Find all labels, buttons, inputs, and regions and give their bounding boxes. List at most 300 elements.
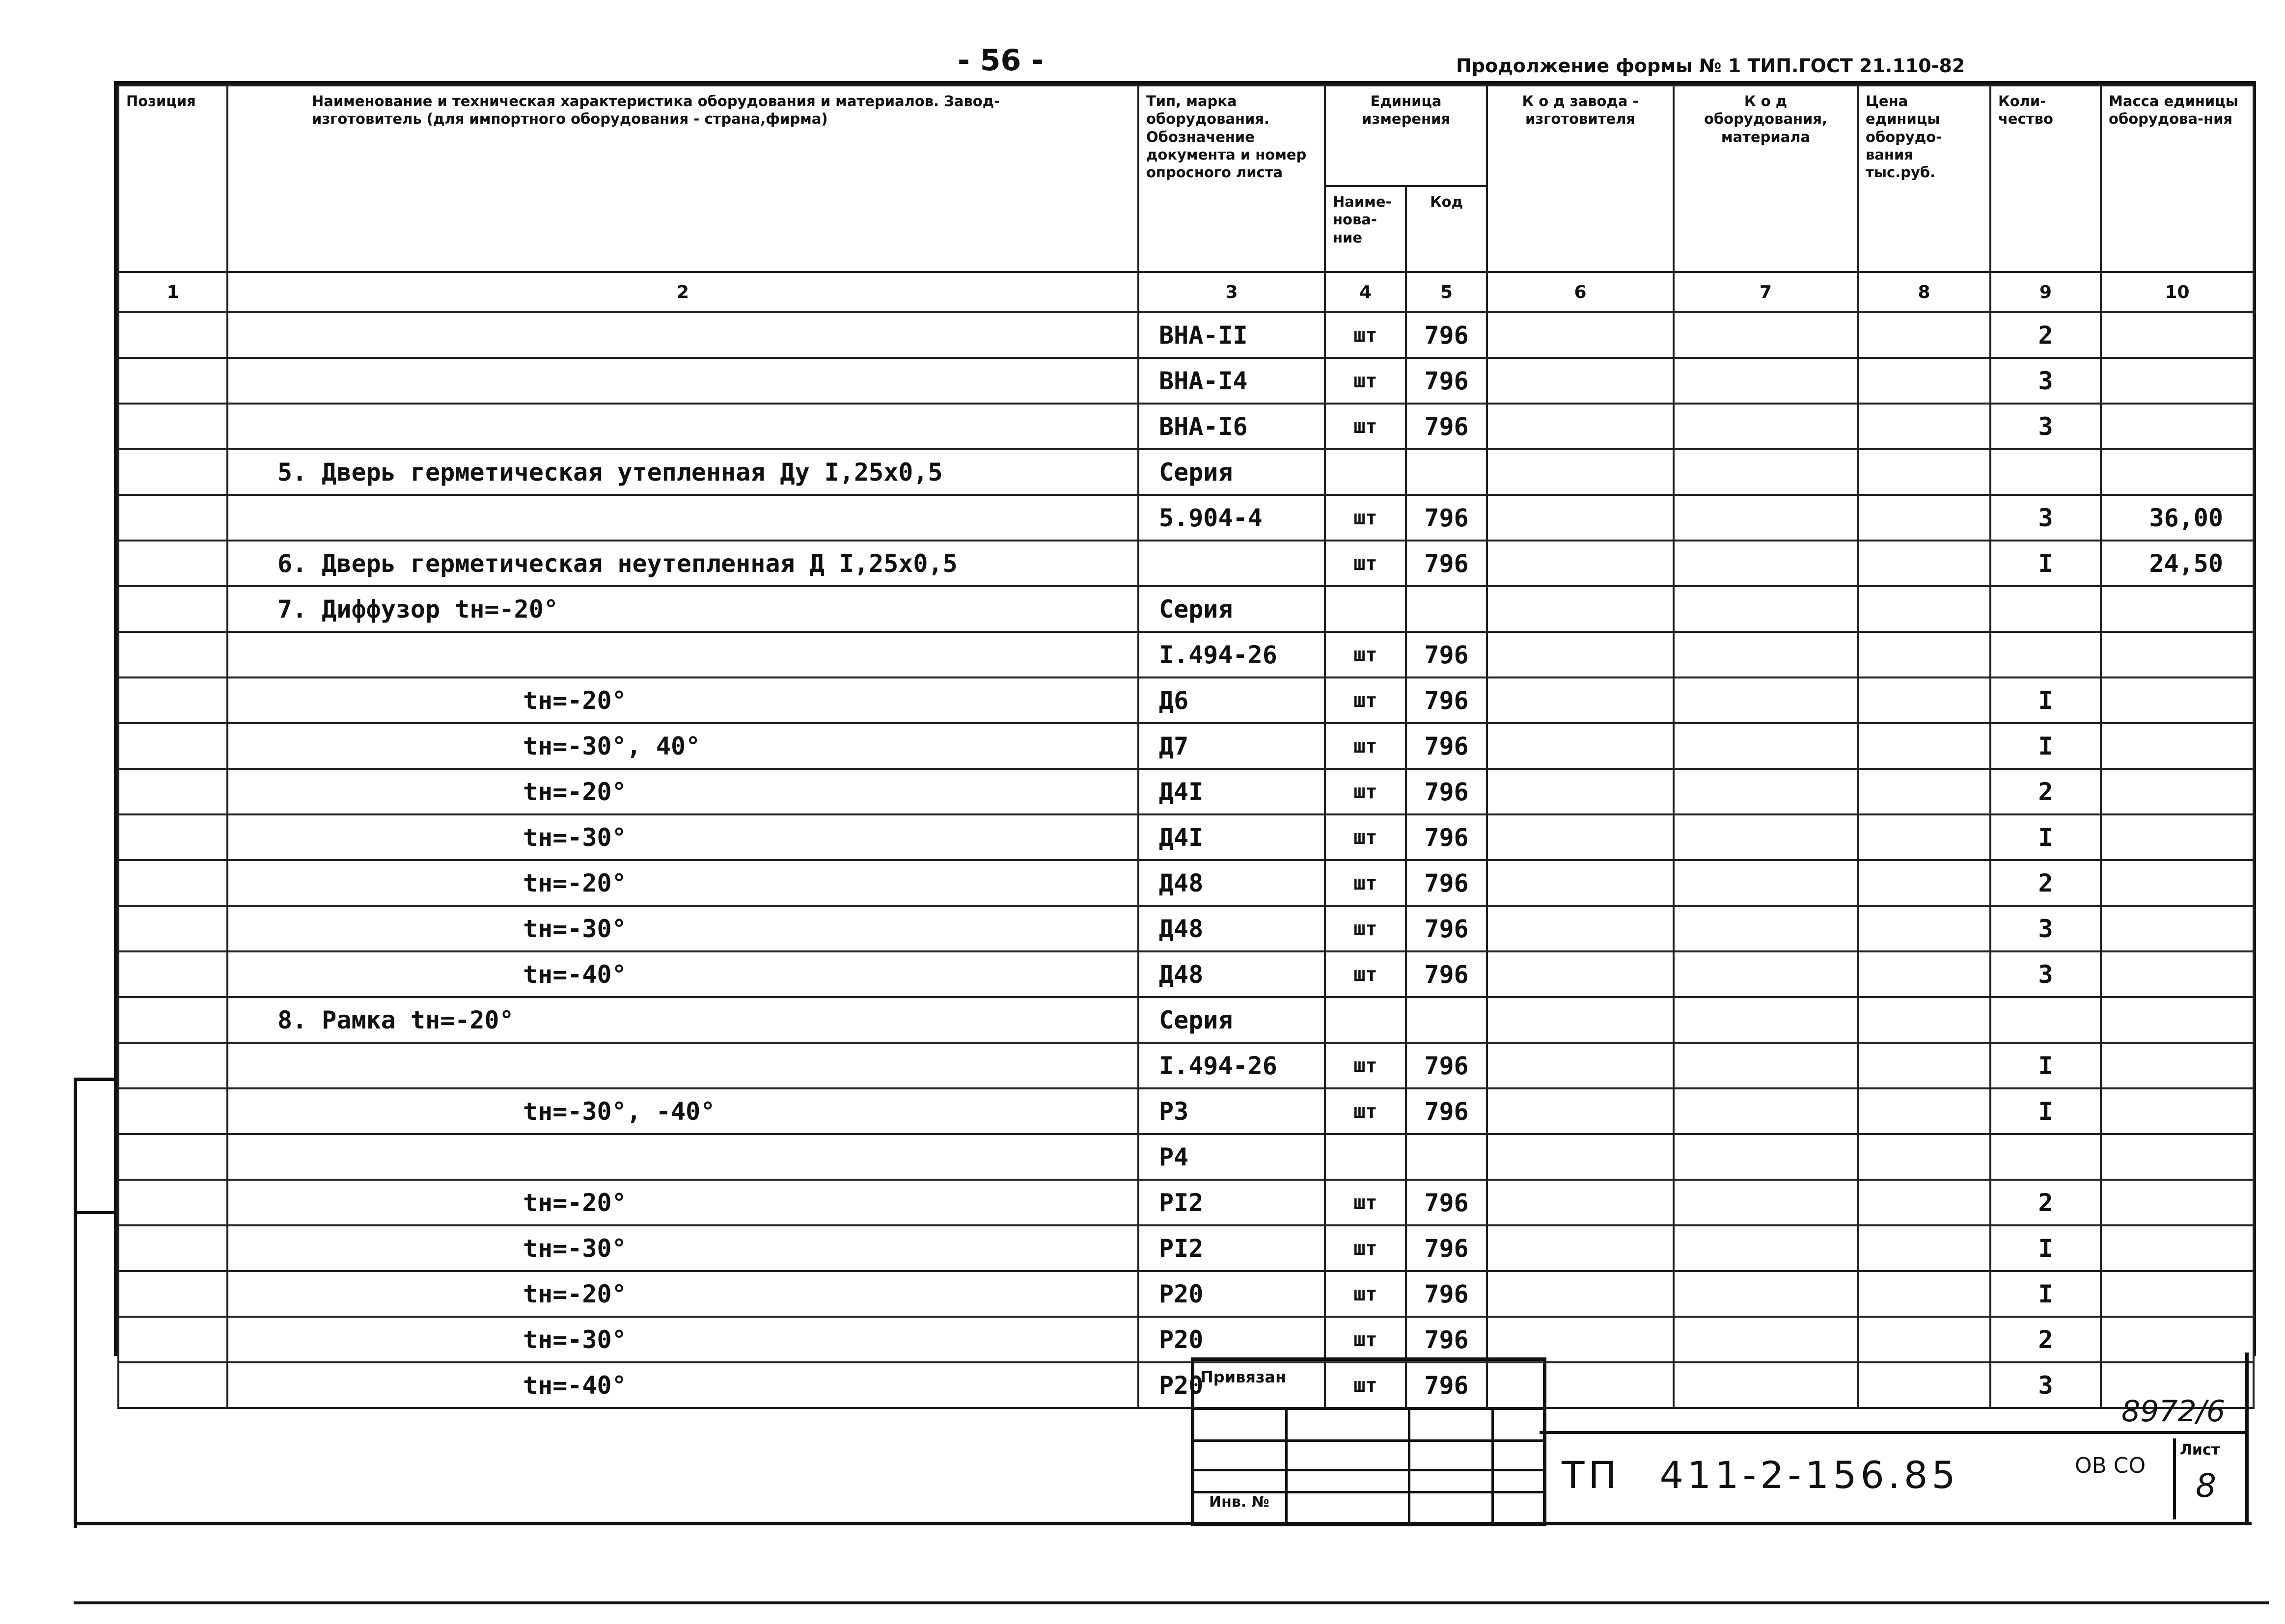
cell-qty: I	[1990, 1088, 2101, 1134]
cell-mass	[2101, 1088, 2254, 1134]
cell-equipment-code	[1674, 1317, 1858, 1362]
column-number: 4	[1325, 272, 1406, 312]
table-row	[118, 769, 2254, 814]
table-row	[118, 723, 2254, 769]
cell-position	[118, 541, 227, 586]
cell-unit: шт	[1325, 814, 1406, 860]
cell-price	[1858, 358, 1990, 404]
cell-mass	[2101, 404, 2254, 449]
cell-position	[118, 495, 227, 541]
cell-mass	[2101, 1180, 2254, 1225]
cell-price	[1858, 814, 1990, 860]
cell-unit: шт	[1325, 541, 1406, 586]
cell-type: Серия	[1138, 997, 1325, 1043]
cell-plant-code	[1487, 404, 1674, 449]
header-unit-code: Код	[1406, 186, 1487, 272]
cell-mass	[2101, 1043, 2254, 1088]
cell-plant-code	[1487, 723, 1674, 769]
cell-name: tн=-20°	[227, 769, 1138, 814]
cell-code: 796	[1406, 1271, 1487, 1317]
cell-mass: 36,00	[2101, 495, 2254, 541]
page-number: - 56 -	[958, 43, 1044, 78]
specification-table	[117, 84, 2255, 1409]
header-unit-name: Наиме-нова-ние	[1325, 186, 1406, 272]
table-row	[118, 495, 2254, 541]
cell-position	[118, 1225, 227, 1271]
cell-name: tн=-40°	[227, 1362, 1138, 1408]
cell-mass	[2101, 814, 2254, 860]
cell-code: 796	[1406, 814, 1487, 860]
cell-equipment-code	[1674, 449, 1858, 495]
cell-equipment-code	[1674, 586, 1858, 632]
cell-name: tн=-30°	[227, 906, 1138, 951]
column-number: 3	[1138, 272, 1325, 312]
cell-position	[118, 1362, 227, 1408]
cell-plant-code	[1487, 1225, 1674, 1271]
cell-plant-code	[1487, 1271, 1674, 1317]
cell-name	[227, 358, 1138, 404]
frame-bottom-line	[74, 1522, 2252, 1525]
column-number: 1	[118, 272, 227, 312]
cell-code: 796	[1406, 951, 1487, 997]
cell-qty	[1990, 632, 2101, 677]
cell-mass	[2101, 951, 2254, 997]
cell-equipment-code	[1674, 1271, 1858, 1317]
cell-price	[1858, 312, 1990, 358]
cell-name: tн=-20°	[227, 860, 1138, 906]
binding-margin-frame	[74, 1078, 117, 1528]
approval-block	[1191, 1357, 1546, 1526]
header-plant-code: К о д завода - изготовителя	[1487, 85, 1674, 272]
cell-plant-code	[1487, 495, 1674, 541]
cell-mass	[2101, 1134, 2254, 1180]
header-mass: Масса единицы оборудова-ния	[2101, 85, 2254, 272]
cell-position	[118, 1043, 227, 1088]
cell-position	[118, 358, 227, 404]
sheet-number-box	[2173, 1438, 2250, 1519]
cell-plant-code	[1487, 586, 1674, 632]
cell-equipment-code	[1674, 1362, 1858, 1408]
cell-price	[1858, 951, 1990, 997]
cell-mass	[2101, 586, 2254, 632]
cell-name	[227, 632, 1138, 677]
cell-equipment-code	[1674, 814, 1858, 860]
cell-position	[118, 677, 227, 723]
cell-plant-code	[1487, 769, 1674, 814]
cell-equipment-code	[1674, 906, 1858, 951]
table-row	[118, 1317, 2254, 1362]
cell-qty: 3	[1990, 1362, 2101, 1408]
cell-mass: 24,50	[2101, 541, 2254, 586]
cell-type: РI2	[1138, 1225, 1325, 1271]
cell-equipment-code	[1674, 632, 1858, 677]
cell-name: 6. Дверь герметическая неутепленная Д I,25х0,5	[227, 541, 1138, 586]
cell-name: tн=-30°	[227, 1317, 1138, 1362]
cell-mass	[2101, 1271, 2254, 1317]
cell-name: tн=-20°	[227, 1180, 1138, 1225]
cell-unit: шт	[1325, 677, 1406, 723]
table-row	[118, 951, 2254, 997]
cell-type: ВНА-I4	[1138, 358, 1325, 404]
cell-equipment-code	[1674, 951, 1858, 997]
table-row	[118, 632, 2254, 677]
cell-mass	[2101, 860, 2254, 906]
table-row	[118, 1362, 2254, 1408]
document-code: 8972/6	[2121, 1394, 2226, 1429]
cell-price	[1858, 541, 1990, 586]
cell-code: 796	[1406, 1180, 1487, 1225]
cell-price	[1858, 1043, 1990, 1088]
cell-plant-code	[1487, 1317, 1674, 1362]
cell-code: 796	[1406, 860, 1487, 906]
cell-unit: шт	[1325, 358, 1406, 404]
cell-plant-code	[1487, 358, 1674, 404]
table-row	[118, 1271, 2254, 1317]
cell-equipment-code	[1674, 677, 1858, 723]
project-prefix: ТП	[1562, 1453, 1621, 1497]
cell-price	[1858, 860, 1990, 906]
cell-name: tн=-30°	[227, 1225, 1138, 1271]
cell-qty	[1990, 449, 2101, 495]
cell-name: tн=-30°, -40°	[227, 1088, 1138, 1134]
cell-unit	[1325, 586, 1406, 632]
inventory-label: Инв. №	[1209, 1493, 1269, 1511]
cell-position	[118, 404, 227, 449]
cell-price	[1858, 449, 1990, 495]
table-row	[118, 449, 2254, 495]
cell-plant-code	[1487, 1180, 1674, 1225]
cell-unit: шт	[1325, 769, 1406, 814]
cell-name	[227, 1043, 1138, 1088]
form-reference: Продолжение формы № 1 ТИП.ГОСТ 21.110-82	[1456, 55, 1965, 77]
cell-unit: шт	[1325, 1317, 1406, 1362]
table-row	[118, 1088, 2254, 1134]
column-number: 8	[1858, 272, 1990, 312]
table-body	[118, 312, 2254, 1408]
cell-qty: 2	[1990, 769, 2101, 814]
cell-unit	[1325, 449, 1406, 495]
cell-name	[227, 404, 1138, 449]
table-row	[118, 541, 2254, 586]
cell-type: Р20	[1138, 1317, 1325, 1362]
cell-qty: I	[1990, 723, 2101, 769]
cell-equipment-code	[1674, 723, 1858, 769]
cell-code: 796	[1406, 404, 1487, 449]
cell-unit: шт	[1325, 1043, 1406, 1088]
cell-price	[1858, 997, 1990, 1043]
column-number: 9	[1990, 272, 2101, 312]
table-row	[118, 677, 2254, 723]
cell-mass	[2101, 906, 2254, 951]
cell-position	[118, 1271, 227, 1317]
approval-title: Привязан	[1200, 1368, 1287, 1386]
cell-mass	[2101, 723, 2254, 769]
cell-type: Серия	[1138, 449, 1325, 495]
table-row	[118, 1225, 2254, 1271]
cell-type: ВНА-II	[1138, 312, 1325, 358]
cell-plant-code	[1487, 860, 1674, 906]
cell-type: I.494-26	[1138, 1043, 1325, 1088]
cell-equipment-code	[1674, 495, 1858, 541]
header-position: Позиция	[118, 85, 227, 272]
table-row	[118, 906, 2254, 951]
cell-qty	[1990, 997, 2101, 1043]
cell-unit: шт	[1325, 1088, 1406, 1134]
cell-type: Д6	[1138, 677, 1325, 723]
cell-price	[1858, 769, 1990, 814]
cell-code: 796	[1406, 1317, 1487, 1362]
cell-price	[1858, 495, 1990, 541]
table-row	[118, 860, 2254, 906]
cell-plant-code	[1487, 632, 1674, 677]
cell-equipment-code	[1674, 312, 1858, 358]
cell-position	[118, 1134, 227, 1180]
cell-price	[1858, 1180, 1990, 1225]
cell-name	[227, 495, 1138, 541]
header-type: Тип, марка оборудования. Обозначение документа и номер опросного листа	[1138, 85, 1325, 272]
cell-type: I.494-26	[1138, 632, 1325, 677]
project-number: 411-2-156.85	[1659, 1453, 1959, 1497]
cell-type: Серия	[1138, 586, 1325, 632]
cell-type: Р20	[1138, 1271, 1325, 1317]
cell-plant-code	[1487, 449, 1674, 495]
cell-name: tн=-20°	[227, 677, 1138, 723]
cell-qty: I	[1990, 814, 2101, 860]
cell-mass	[2101, 312, 2254, 358]
cell-qty: I	[1990, 677, 2101, 723]
cell-unit: шт	[1325, 404, 1406, 449]
cell-plant-code	[1487, 677, 1674, 723]
project-designation	[1562, 1453, 1959, 1497]
cell-price	[1858, 906, 1990, 951]
header-unit-group: Единица измерения	[1325, 85, 1487, 186]
column-number: 5	[1406, 272, 1487, 312]
cell-equipment-code	[1674, 404, 1858, 449]
cell-mass	[2101, 677, 2254, 723]
cell-qty: 2	[1990, 1180, 2101, 1225]
section-code: ОВ СО	[2075, 1453, 2146, 1478]
cell-code: 796	[1406, 312, 1487, 358]
cell-code	[1406, 449, 1487, 495]
cell-mass	[2101, 1317, 2254, 1362]
cell-name: tн=-30°	[227, 814, 1138, 860]
cell-qty: 3	[1990, 495, 2101, 541]
cell-plant-code	[1487, 997, 1674, 1043]
cell-equipment-code	[1674, 1134, 1858, 1180]
cell-code: 796	[1406, 358, 1487, 404]
cell-code: 796	[1406, 632, 1487, 677]
table-row	[118, 1043, 2254, 1088]
cell-code: 796	[1406, 677, 1487, 723]
cell-code: 796	[1406, 769, 1487, 814]
cell-unit: шт	[1325, 1362, 1406, 1408]
cell-type: Р20	[1138, 1362, 1325, 1408]
sheet-number: 8	[2196, 1467, 2216, 1505]
cell-code: 796	[1406, 1225, 1487, 1271]
cell-code	[1406, 1134, 1487, 1180]
column-number: 10	[2101, 272, 2254, 312]
cell-name: 5. Дверь герметическая утепленная Ду I,25х0,5	[227, 449, 1138, 495]
cell-qty: I	[1990, 1271, 2101, 1317]
column-number: 7	[1674, 272, 1858, 312]
cell-mass	[2101, 1225, 2254, 1271]
cell-price	[1858, 1225, 1990, 1271]
cell-qty: I	[1990, 1043, 2101, 1088]
cell-position	[118, 1180, 227, 1225]
table-row	[118, 358, 2254, 404]
cell-unit: шт	[1325, 495, 1406, 541]
cell-equipment-code	[1674, 1225, 1858, 1271]
cell-position	[118, 906, 227, 951]
cell-equipment-code	[1674, 1180, 1858, 1225]
cell-unit	[1325, 997, 1406, 1043]
table-row	[118, 997, 2254, 1043]
cell-unit	[1325, 1134, 1406, 1180]
cell-mass	[2101, 632, 2254, 677]
cell-unit: шт	[1325, 1225, 1406, 1271]
cell-plant-code	[1487, 951, 1674, 997]
cell-position	[118, 449, 227, 495]
cell-code: 796	[1406, 1362, 1487, 1408]
cell-position	[118, 951, 227, 997]
cell-unit: шт	[1325, 312, 1406, 358]
cell-unit: шт	[1325, 860, 1406, 906]
cell-code	[1406, 586, 1487, 632]
cell-qty: 2	[1990, 860, 2101, 906]
cell-price	[1858, 1362, 1990, 1408]
sheet-label: Лист	[2180, 1441, 2220, 1459]
cell-mass	[2101, 769, 2254, 814]
cell-code: 796	[1406, 1043, 1487, 1088]
cell-type: Р3	[1138, 1088, 1325, 1134]
cell-plant-code	[1487, 1088, 1674, 1134]
table-row	[118, 814, 2254, 860]
cell-unit: шт	[1325, 951, 1406, 997]
cell-type	[1138, 541, 1325, 586]
cell-position	[118, 997, 227, 1043]
cell-unit: шт	[1325, 632, 1406, 677]
cell-position	[118, 1088, 227, 1134]
cell-name: 7. Диффузор tн=-20°	[227, 586, 1138, 632]
cell-equipment-code	[1674, 1088, 1858, 1134]
cell-qty: I	[1990, 541, 2101, 586]
cell-position	[118, 1317, 227, 1362]
cell-unit: шт	[1325, 1271, 1406, 1317]
cell-qty: 3	[1990, 951, 2101, 997]
cell-type: Д4I	[1138, 769, 1325, 814]
cell-position	[118, 632, 227, 677]
header-equipment-code: К о д оборудования, материала	[1674, 85, 1858, 272]
cell-mass	[2101, 358, 2254, 404]
cell-price	[1858, 1271, 1990, 1317]
cell-equipment-code	[1674, 1043, 1858, 1088]
column-number: 2	[227, 272, 1138, 312]
cell-qty	[1990, 1134, 2101, 1180]
cell-type: Д48	[1138, 860, 1325, 906]
cell-qty: I	[1990, 1225, 2101, 1271]
cell-type: Д48	[1138, 951, 1325, 997]
cell-price	[1858, 1134, 1990, 1180]
table-row	[118, 1180, 2254, 1225]
table-row	[118, 586, 2254, 632]
cell-name: tн=-30°, 40°	[227, 723, 1138, 769]
cell-position	[118, 586, 227, 632]
cell-name: tн=-20°	[227, 1271, 1138, 1317]
cell-qty: 2	[1990, 1317, 2101, 1362]
header-name: Наименование и техническая характеристика оборудования и материалов. Завод-изготовитель (для импортного оборудования - страна,фирма)	[227, 85, 1138, 272]
cell-equipment-code	[1674, 860, 1858, 906]
cell-type: Д48	[1138, 906, 1325, 951]
cell-equipment-code	[1674, 997, 1858, 1043]
table-row	[118, 404, 2254, 449]
cell-price	[1858, 723, 1990, 769]
cell-plant-code	[1487, 906, 1674, 951]
cell-code: 796	[1406, 495, 1487, 541]
cell-qty: 2	[1990, 312, 2101, 358]
table-row	[118, 1134, 2254, 1180]
cell-unit: шт	[1325, 723, 1406, 769]
cell-price	[1858, 632, 1990, 677]
column-number: 6	[1487, 272, 1674, 312]
cell-type: 5.904-4	[1138, 495, 1325, 541]
cell-plant-code	[1487, 1134, 1674, 1180]
cell-price	[1858, 1088, 1990, 1134]
header-price: Цена единицы оборудо-вания тыс.руб.	[1858, 85, 1990, 272]
cell-plant-code	[1487, 312, 1674, 358]
cell-type: Д4I	[1138, 814, 1325, 860]
cell-type: ВНА-I6	[1138, 404, 1325, 449]
cell-position	[118, 723, 227, 769]
cell-mass	[2101, 449, 2254, 495]
cell-name: tн=-40°	[227, 951, 1138, 997]
cell-code: 796	[1406, 1088, 1487, 1134]
cell-qty	[1990, 586, 2101, 632]
cell-type: РI2	[1138, 1180, 1325, 1225]
cell-type: Д7	[1138, 723, 1325, 769]
cell-plant-code	[1487, 814, 1674, 860]
cell-name: 8. Рамка tн=-20°	[227, 997, 1138, 1043]
cell-price	[1858, 677, 1990, 723]
cell-name	[227, 312, 1138, 358]
cell-name	[227, 1134, 1138, 1180]
cell-position	[118, 312, 227, 358]
cell-unit: шт	[1325, 1180, 1406, 1225]
cell-code: 796	[1406, 906, 1487, 951]
cell-qty: 3	[1990, 906, 2101, 951]
cell-equipment-code	[1674, 541, 1858, 586]
cell-plant-code	[1487, 541, 1674, 586]
header-quantity: Коли-чество	[1990, 85, 2101, 272]
cell-position	[118, 814, 227, 860]
cell-equipment-code	[1674, 769, 1858, 814]
cell-code: 796	[1406, 723, 1487, 769]
cell-mass	[2101, 997, 2254, 1043]
table-row	[118, 312, 2254, 358]
trim-line	[74, 1601, 2269, 1604]
cell-unit: шт	[1325, 906, 1406, 951]
cell-code	[1406, 997, 1487, 1043]
cell-position	[118, 769, 227, 814]
cell-plant-code	[1487, 1043, 1674, 1088]
cell-code: 796	[1406, 541, 1487, 586]
cell-price	[1858, 586, 1990, 632]
cell-type: Р4	[1138, 1134, 1325, 1180]
cell-qty: 3	[1990, 404, 2101, 449]
cell-equipment-code	[1674, 358, 1858, 404]
cell-position	[118, 860, 227, 906]
cell-price	[1858, 404, 1990, 449]
stamp-divider	[1540, 1431, 2247, 1434]
